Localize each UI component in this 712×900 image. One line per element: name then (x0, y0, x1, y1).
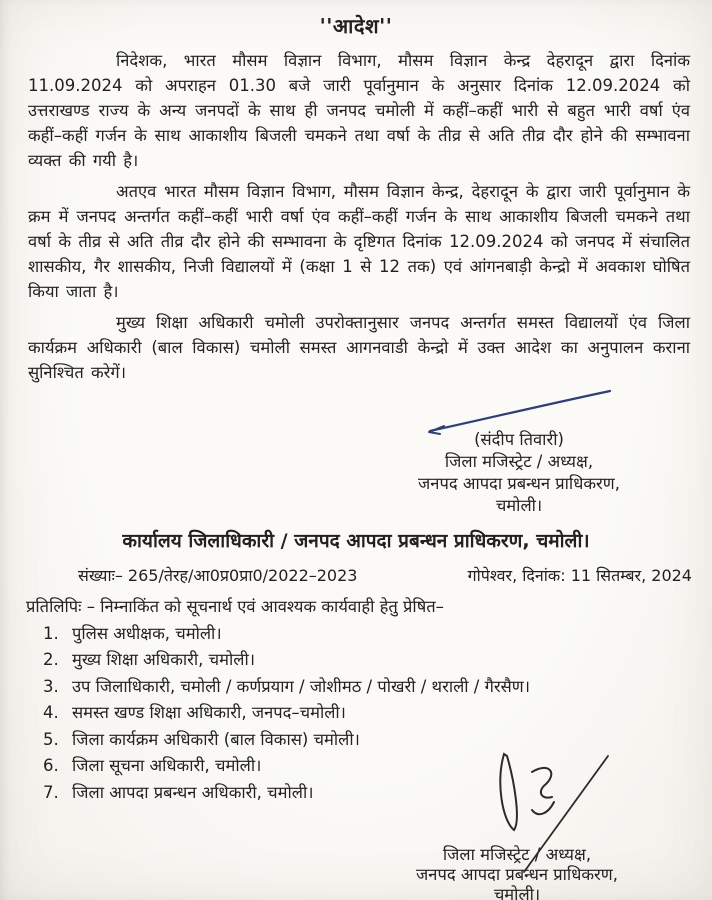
order-paragraph-holiday-declaration: अतएव भारत मौसम विज्ञान विभाग, मौसम विज्ञान केन्द्र, देहरादून के द्वारा जारी पूर्वानुमान के क्रम में जनपद अन्तर्गत कहीं–कहीं भारी वर्षा एंव कहीं–कहीं गर्जन के साथ आकाशीय बिजली चमकने तथा वर्षा के तीव्र से अति तीव्र दौर होने की सम्भावना के दृष्टिगत दिनांक 12.09.2024 को जनपद में संचालित शासकीय, गैर शासकीय, निजी विद्यालयों में (कक्षा 1 से 12 तक) एवं आंगनबाड़ी केन्द्रो में अवकाश घोषित किया जाता है। (28, 182, 690, 301)
signatory-designation: जिला मजिस्ट्रेट / अध्यक्ष, (444, 452, 594, 471)
signatory-place: चमोली। (493, 884, 541, 900)
recipient-item: 3. उप जिलाधिकारी, चमोली / कर्णप्रयाग / जोशीमठ / पोखरी / थराली / गैरसैण। (64, 676, 712, 697)
order-paragraph-compliance: मुख्य शिक्षा अधिकारी चमोली उपरोक्तानुसार जनपद अन्तर्गत समस्त विद्यालयों एंव जिला कार्यक्रम अधिकारी (बाल विकास) चमोली समस्त आगनवाडी केन्द्रो में उक्त आदेश का अनुपालन कराना सुनिश्चित करेगें। (28, 313, 690, 382)
signatory-designation: जिला मजिस्ट्रेट / अध्यक्ष, (442, 844, 592, 864)
signatory-name: (संदीप तिवारी) (474, 430, 564, 449)
document-title: ''आदेश'' (319, 14, 393, 38)
recipient-item: 7. जिला आपदा प्रबन्धन अधिकारी, चमोली। (64, 782, 712, 803)
signatory-authority: जनपद आपदा प्रबन्धन प्राधिकरण, (418, 474, 620, 493)
signatory-place: चमोली। (495, 496, 543, 515)
handwritten-signature-icon (474, 750, 624, 875)
signature-block-secondary (362, 845, 672, 900)
recipient-item: 4. समस्त खण्ड शिक्षा अधिकारी, जनपद–चमोली। (64, 702, 712, 723)
recipient-item: 5. जिला कार्यक्रम अधिकारी (बाल विकास) चमोली। (64, 729, 712, 750)
order-paragraph-forecast: निदेशक, भारत मौसम विज्ञान विभाग, मौसम विज्ञान केन्द्र देहरादून द्वारा दिनांक 11.09.2024 को अपराहन 01.30 बजे जारी पूर्वानुमान के अनुसार दिनांक 12.09.2024 को उत्तराखण्ड राज्य के अन्य जनपदों के साथ ही जनपद चमोली में कहीं–कहीं भारी से बहुत भारी वर्षा एंव कहीं–कहीं गर्जन के साथ आकाशीय बिजली चमकने तथा वर्षा के तीव्र से अति तीव्र दौर होने की सम्भावना व्यक्त की गयी है। (28, 51, 690, 170)
recipient-item: 1. पुलिस अधीक्षक, चमोली। (64, 623, 712, 644)
place-and-date: गोपेश्वर, दिनांक: 11 सितम्बर, 2024 (467, 566, 692, 585)
copy-forward-line: प्रतिलिपिः – निम्नाकिंत को सूचनार्थ एवं आवश्यक कार्यवाही हेतु प्रेषित– (26, 597, 444, 616)
office-heading: कार्यालय जिलाधिकारी / जनपद आपदा प्रबन्धन प्राधिकरण, चमोली। (122, 530, 590, 552)
recipient-item: 6. जिला सूचना अधिकारी, चमोली। (64, 755, 712, 776)
signatory-authority: जनपद आपदा प्रबन्धन प्राधिकरण, (416, 864, 618, 884)
reference-row (78, 564, 692, 586)
reference-number: संख्याः– 265/तेरह/आ0प्र0प्रा0/2022–2023 (78, 566, 358, 585)
recipient-item: 2. मुख्य शिक्षा अधिकारी, चमोली। (64, 649, 712, 670)
signature-block-primary (374, 387, 664, 517)
